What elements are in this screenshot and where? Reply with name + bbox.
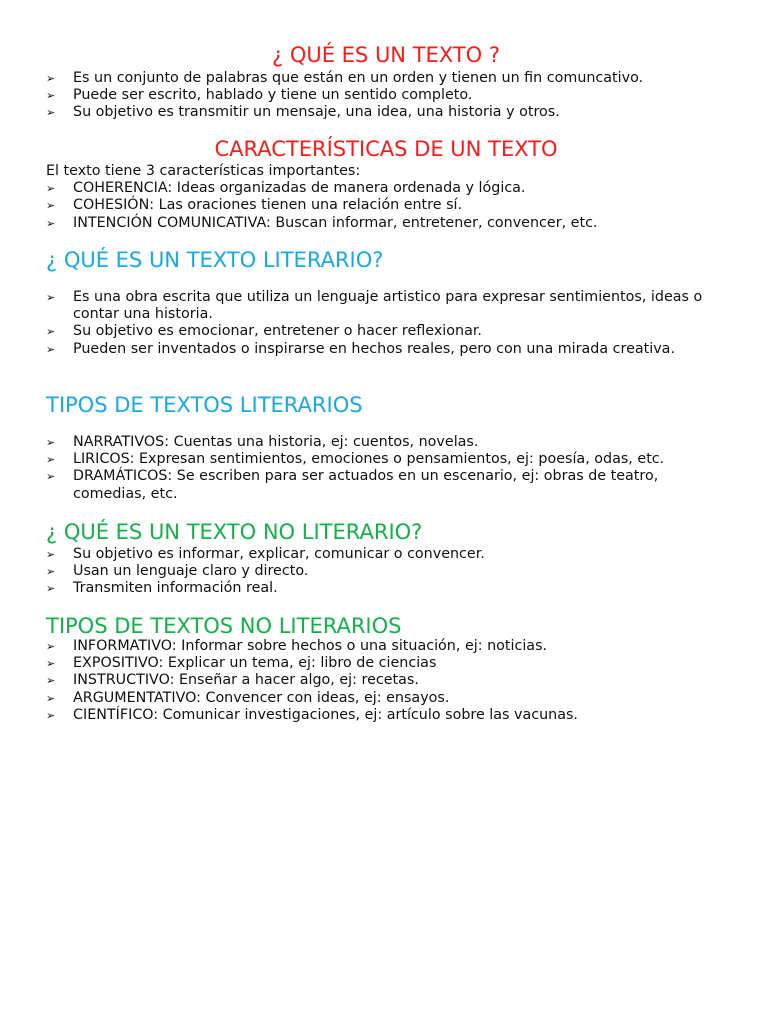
arrowhead-bullet-icon: ➢ <box>46 582 56 596</box>
section-title: ¿ QUÉ ES UN TEXTO LITERARIO? <box>46 248 384 272</box>
section-title: TIPOS DE TEXTOS LITERARIOS <box>46 393 363 417</box>
section-que-es-texto <box>46 42 726 122</box>
list-item: ➢ INSTRUCTIVO: Enseñar a hacer algo, ej: recetas. <box>46 672 419 689</box>
arrowhead-bullet-icon: ➢ <box>46 182 56 196</box>
section-intro: El texto tiene 3 características importantes: <box>46 163 361 179</box>
list-item: ➢ EXPOSITIVO: Explicar un tema, ej: libro de ciencias <box>46 655 437 672</box>
bullet-list <box>46 289 726 358</box>
arrowhead-bullet-icon: ➢ <box>46 72 56 85</box>
bullet-list <box>46 434 726 503</box>
bullet-list <box>46 546 726 598</box>
list-item: ➢ LIRICOS: Expresan sentimientos, emociones o pensamientos, ej: poesía, odas, etc. <box>46 451 665 468</box>
list-item: ➢ Puede ser escrito, hablado y tiene un sentido completo. <box>46 87 473 104</box>
list-item: ➢ ARGUMENTATIVO: Convencer con ideas, ej: ensayos. <box>46 689 450 706</box>
arrowhead-bullet-icon: ➢ <box>46 216 56 230</box>
list-item: ➢ Transmiten información real. <box>46 580 278 597</box>
section-texto-literario <box>46 247 726 358</box>
list-item: ➢ Su objetivo es transmitir un mensaje, una idea, una historia y otros. <box>46 104 560 121</box>
list-item: ➢ INFORMATIVO: Informar sobre hechos o una situación, ej: noticias. <box>46 638 548 654</box>
bullet-list <box>46 638 726 724</box>
arrowhead-bullet-icon: ➢ <box>46 89 56 103</box>
list-item: ➢ COHERENCIA: Ideas organizadas de manera ordenada y lógica. <box>46 180 526 197</box>
arrowhead-bullet-icon: ➢ <box>46 106 56 120</box>
arrowhead-bullet-icon: ➢ <box>46 640 56 653</box>
list-item: ➢ Su objetivo es informar, explicar, comunicar o convencer. <box>46 546 485 562</box>
list-item: ➢ Usan un lenguaje claro y directo. <box>46 563 309 580</box>
list-item: ➢ INTENCIÓN COMUNICATIVA: Buscan informar, entretener, convencer, etc. <box>46 214 598 231</box>
section-title: ¿ QUÉ ES UN TEXTO ? <box>272 43 500 67</box>
arrowhead-bullet-icon: ➢ <box>46 470 56 484</box>
arrowhead-bullet-icon: ➢ <box>46 291 56 304</box>
section-title: ¿ QUÉ ES UN TEXTO NO LITERARIO? <box>46 520 423 544</box>
list-item: ➢ Pueden ser inventados o inspirarse en hechos reales, pero con una mirada creativa. <box>46 340 675 357</box>
list-item: ➢ Es una obra escrita que utiliza un lenguaje artistico para expresar sentimientos, ideas o contar una historia. <box>46 289 703 323</box>
arrowhead-bullet-icon: ➢ <box>46 436 56 449</box>
arrowhead-bullet-icon: ➢ <box>46 657 56 671</box>
section-caracteristicas <box>46 136 726 232</box>
section-tipos-literarios <box>46 392 726 503</box>
arrowhead-bullet-icon: ➢ <box>46 325 56 339</box>
bullet-list <box>46 180 726 232</box>
list-item: ➢ Es un conjunto de palabras que están en un orden y tienen un fin comuncativo. <box>46 70 644 86</box>
arrowhead-bullet-icon: ➢ <box>46 548 56 561</box>
list-item: ➢ Su objetivo es emocionar, entretener o hacer reflexionar. <box>46 323 482 340</box>
section-title: TIPOS DE TEXTOS NO LITERARIOS <box>46 614 402 638</box>
list-item: ➢ CIENTÍFICO: Comunicar investigaciones, ej: artículo sobre las vacunas. <box>46 706 578 723</box>
list-item: ➢ COHESIÓN: Las oraciones tienen una relación entre sí. <box>46 197 463 214</box>
arrowhead-bullet-icon: ➢ <box>46 691 56 705</box>
section-tipos-no-literarios <box>46 613 726 724</box>
arrowhead-bullet-icon: ➢ <box>46 453 56 467</box>
arrowhead-bullet-icon: ➢ <box>46 708 56 722</box>
bullet-list <box>46 70 726 122</box>
arrowhead-bullet-icon: ➢ <box>46 565 56 579</box>
list-item: ➢ NARRATIVOS: Cuentas una historia, ej: cuentos, novelas. <box>46 434 479 450</box>
arrowhead-bullet-icon: ➢ <box>46 674 56 688</box>
section-texto-no-literario <box>46 519 726 598</box>
section-title: CARACTERÍSTICAS DE UN TEXTO <box>214 137 558 161</box>
arrowhead-bullet-icon: ➢ <box>46 342 56 356</box>
arrowhead-bullet-icon: ➢ <box>46 199 56 213</box>
list-item: ➢ DRAMÁTICOS: Se escriben para ser actuados en un escenario, ej: obras de teatro, comedias, etc. <box>46 468 659 502</box>
